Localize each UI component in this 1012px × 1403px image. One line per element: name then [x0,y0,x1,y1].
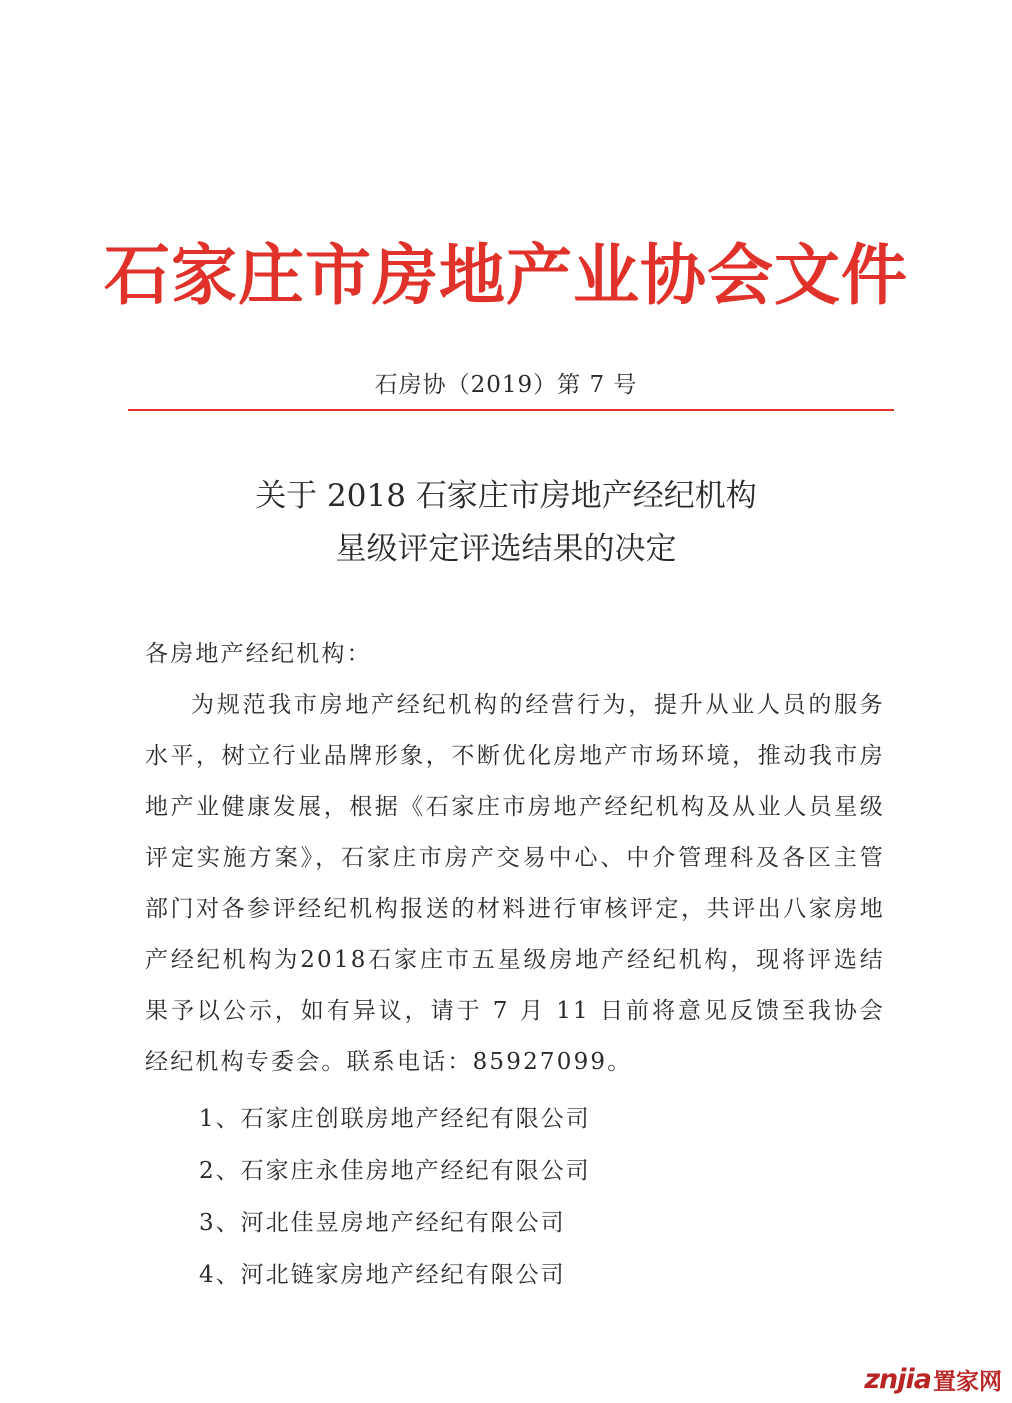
red-divider-line [128,409,894,411]
subject-line-1: 关于 2018 石家庄市房地产经纪机构 [255,478,757,514]
document-header-title: 石家庄市房地产业协会文件 [104,237,908,314]
watermark-logo-cn: 置家网 [933,1368,1002,1395]
site-watermark-logo [864,1363,1002,1395]
list-item: 4、河北链家房地产经纪有限公司 [199,1262,566,1288]
document-number: 石房协（2019）第 7 号 [374,372,638,398]
list-item: 2、石家庄永佳房地产经纪有限公司 [199,1158,591,1184]
document-body [145,629,885,1088]
document-subject [0,470,1012,576]
subject-line-2: 星级评定评选结果的决定 [335,531,677,567]
salutation: 各房地产经纪机构： [145,641,372,667]
body-paragraph: 为规范我市房地产经纪机构的经营行为，提升从业人员的服务水平，树立行业品牌形象，不断优化房地产市场环境，推动我市房地产业健康发展，根据《石家庄市房地产经纪机构及从业人员星级评定实施方案》，石家庄市房产交易中心、中介管理科及各区主管部门对各参评经纪机构报送的材料进行审核评定，共评出八家房地产经纪机构为2018石家庄市五星级房地产经纪机构，现将评选结果予以公示，如有异议，请于 7 月 11 日前将意见反馈至我协会经纪机构专委会。联系电话：85927099。 [145,692,885,1075]
watermark-logo-text: znjia [864,1363,931,1395]
list-item: 1、石家庄创联房地产经纪有限公司 [199,1106,591,1132]
list-item: 3、河北佳昱房地产经纪有限公司 [199,1210,566,1236]
company-list [199,1093,591,1301]
